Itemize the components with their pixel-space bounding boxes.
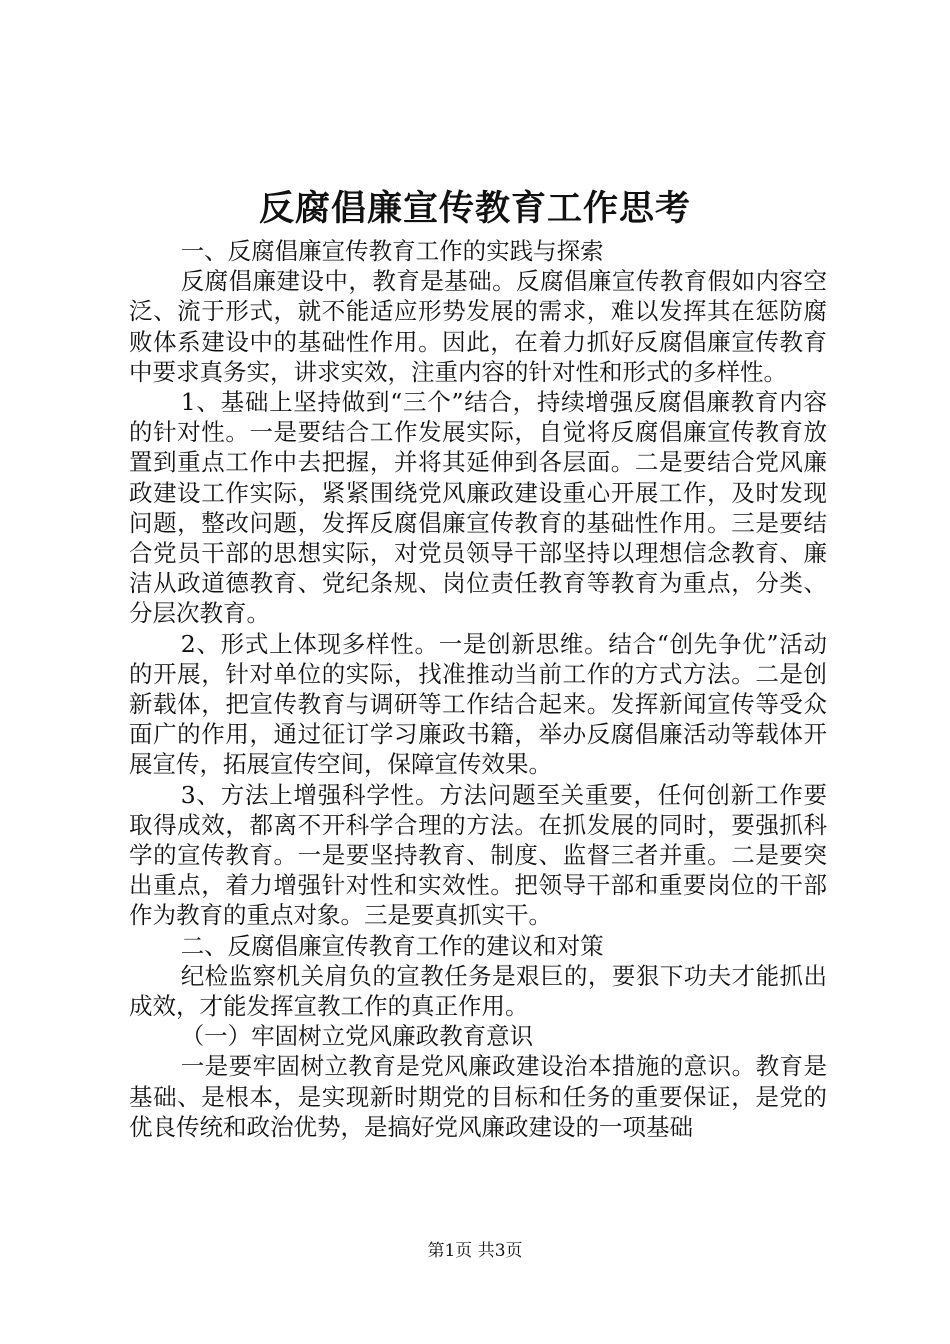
document-title: 反腐倡廉宣传教育工作思考 [258, 188, 691, 229]
document-body [129, 236, 827, 1142]
subsection-heading: （一）牢固树立党风廉政教育意识 [180, 1022, 534, 1051]
paragraph: 纪检监察机关肩负的宣教任务是艰巨的，要狠下功夫才能抓出成效，才能发挥宣教工作的真正作用。 [129, 961, 827, 1021]
section-heading-1: 一、反腐倡廉宣传教育工作的实践与探索 [180, 237, 604, 265]
paragraph: 一是要牢固树立教育是党风廉政建设治本措施的意识。教育是基础、是根本，是实现新时期党的目标和任务的重要保证，是党的优良传统和政治优势，是搞好党风廉政建设的一项基础 [129, 1052, 827, 1141]
paragraph: 2、形式上体现多样性。一是创新思维。结合“创先争优”活动的开展，针对单位的实际，找准推动当前工作的方式方法。二是创新载体，把宣传教育与调研等工作结合起来。发挥新闻宣传等受众面广的作用，通过征订学习廉政书籍，举办反腐倡廉活动等载体开展宣传，拓展宣传空间，保障宣传效果。 [129, 629, 827, 779]
paragraph: 反腐倡廉建设中，教育是基础。反腐倡廉宣传教育假如内容空泛、流于形式，就不能适应形势发展的需求，难以发挥其在惩防腐败体系建设中的基础性作用。因此，在着力抓好反腐倡廉宣传教育中要求真务实，讲求实效，注重内容的针对性和形式的多样性。 [129, 267, 827, 386]
paragraph: 3、方法上增强科学性。方法问题至关重要，任何创新工作要取得成效，都离不开科学合理的方法。在抓发展的同时，要强抓科学的宣传教育。一是要坚持教育、制度、监督三者并重。二是要突出重点，着力增强针对性和实效性。把领导干部和重要岗位的干部作为教育的重点对象。三是要真抓实干。 [129, 780, 827, 930]
paragraph: 1、基础上坚持做到“三个”结合，持续增强反腐倡廉教育内容的针对性。一是要结合工作发展实际，自觉将反腐倡廉宣传教育放置到重点工作中去把握，并将其延伸到各层面。二是要结合党风廉政建设工作实际，紧紧围绕党风廉政建设重心开展工作，及时发现问题，整改问题，发挥反腐倡廉宣传教育的基础性作用。三是要结合党员干部的思想实际，对党员领导干部坚持以理想信念教育、廉洁从政道德教育、党纪条规、岗位责任教育等教育为重点，分类、分层次教育。 [129, 388, 827, 628]
section-heading-2: 二、反腐倡廉宣传教育工作的建议和对策 [180, 931, 604, 960]
page-number-footer: 第1页 共3页 [427, 1241, 523, 1261]
